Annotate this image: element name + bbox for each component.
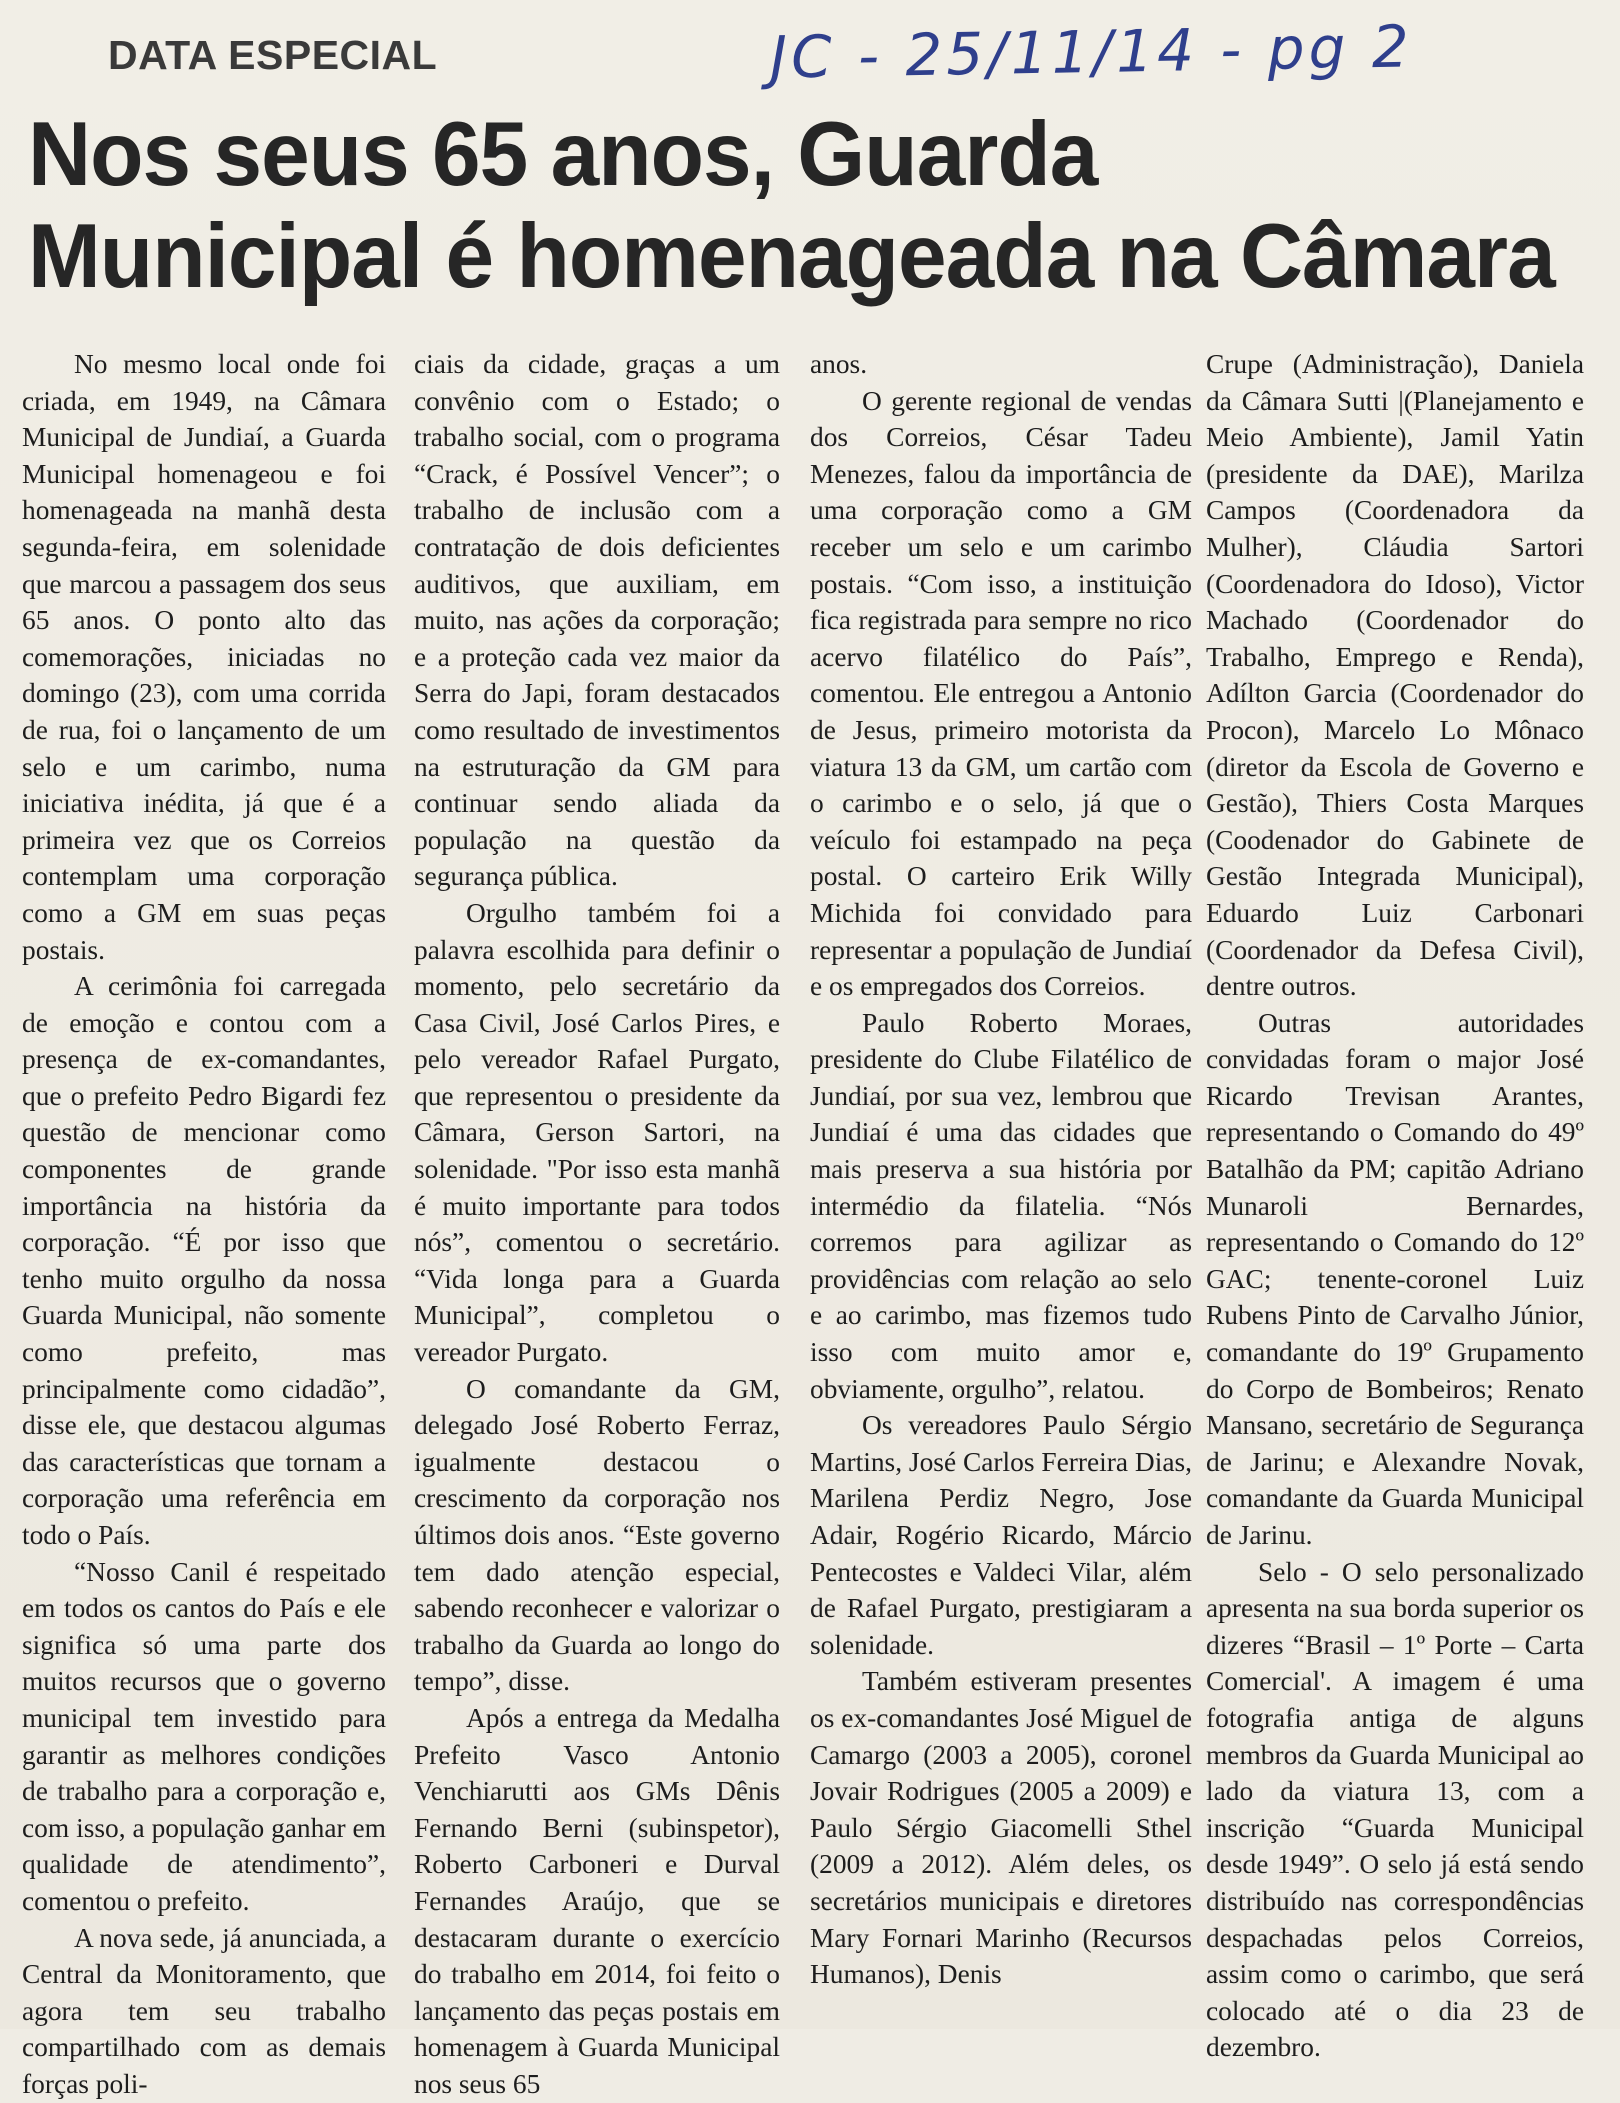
paragraph: No mesmo local onde foi criada, em 1949, na Câmara Municipal de Jundiaí, a Guarda Municipal homenageou e foi homenageada na manhã desta segunda-feira, em solenidade que marcou a passagem dos seus 65 anos. O ponto alto das comemorações, iniciadas no domingo (23), com uma corrida de rua, foi o lançamento de um selo e um carimbo, numa iniciativa inédita, já que é a primeira vez que os Correios contemplam uma corporação como a GM em suas peças postais. — [22, 349, 386, 965]
paragraph: Paulo Roberto Moraes, presidente do Clube Filatélico de Jundiaí, por sua vez, lembrou que Jundiaí é uma das cidades que mais preserva a sua história por intermédio da filatelia. “Nós corremos para agilizar as providências com relação ao selo e ao carimbo, mas fizemos tudo isso com muito amor e, obviamente, orgulho”, relatou. — [810, 1007, 1192, 1404]
paragraph: Após a entrega da Medalha Prefeito Vasco Antonio Venchiarutti aos GMs Dênis Fernando Berni (subinspetor), Roberto Carboneri e Durval Fernandes Araújo, que se destacaram durante o exercício do trabalho em 2014, foi feito o lançamento das peças postais em homenagem à Guarda Municipal nos seus 65 — [414, 1702, 780, 2099]
paragraph: ciais da cidade, graças a um convênio com o Estado; o trabalho social, com o programa “Crack, é Possível Vencer”; o trabalho de inclusão com a contratação de dois deficientes auditivos, que auxiliam, em muito, nas ações da corporação; e a proteção cada vez maior da Serra do Japi, foram destacados como resultado de investimentos na estruturação da GM para continuar sendo aliada da população na questão da segurança pública. — [414, 349, 780, 892]
paragraph: Os vereadores Paulo Sérgio Martins, José Carlos Ferreira Dias, Marilena Perdiz Negro, Jose Adair, Rogério Ricardo, Márcio Pentecostes e Valdeci Vilar, além de Rafael Purgato, prestigiaram a solenidade. — [810, 1410, 1192, 1660]
headline — [28, 104, 1555, 308]
paragraph: “Nosso Canil é respeitado em todos os cantos do País e ele significa só uma parte dos muitos recursos que o governo municipal tem investido para garantir as melhores condições de trabalho para a corporação e, com isso, a população ganhar em qualidade de atendimento”, comentou o prefeito. — [22, 1556, 386, 1916]
article-column-1 — [22, 346, 386, 2103]
paragraph: anos. — [810, 349, 868, 379]
paragraph: Também estiveram presentes os ex-comandantes José Miguel de Camargo (2003 a 2005), coronel Jovair Rodrigues (2005 a 2009) e Paulo Sérgio Giacomelli Sthel (2009 a 2012). Além deles, os secretários municipais e diretores Mary Fornari Marinho (Recursos Humanos), Denis — [810, 1666, 1192, 1990]
handwritten-date-note: JC - 25/11/14 - pg 2 — [769, 12, 1414, 92]
headline-line-2: Municipal é homenageada na Câmara — [28, 206, 1555, 307]
article-body — [18, 346, 1584, 2099]
article-column-2 — [414, 346, 780, 2103]
paragraph: Outras autoridades convidadas foram o major José Ricardo Trevisan Arantes, representando o Comando do 49º Batalhão da PM; capitão Adriano Munaroli Bernardes, representando o Comando do 12º GAC; tenente-coronel Luiz Rubens Pinto de Carvalho Júnior, comandante do 19º Grupamento do Corpo de Bombeiros; Renato Mansano, secretário de Segurança de Jarinu; e Alexandre Novak, comandante da Guarda Municipal de Jarinu. — [1206, 1007, 1584, 1550]
article-column-3 — [810, 346, 1192, 1993]
paragraph: O comandante da GM, delegado José Roberto Ferraz, igualmente destacou o crescimento da corporação nos últimos dois anos. “Este governo tem dado atenção especial, sabendo reconhecer e valorizar o trabalho da Guarda ao longo do tempo”, disse. — [414, 1373, 780, 1697]
article-column-4 — [1206, 346, 1584, 2066]
paragraph: O gerente regional de vendas dos Correios, César Tadeu Menezes, falou da importância de uma corporação como a GM receber um selo e um carimbo postais. “Com isso, a instituição fica registrada para sempre no rico acervo filatélico do País”, comentou. Ele entregou a Antonio de Jesus, primeiro motorista da viatura 13 da GM, um cartão com o carimbo e o selo, já que o veículo foi estampado na peça postal. O carteiro Erik Willy Michida foi convidado para representar a população de Jundiaí e os empregados dos Correios. — [810, 385, 1192, 1002]
headline-line-1: Nos seus 65 anos, Guarda — [28, 104, 1098, 205]
paragraph: A cerimônia foi carregada de emoção e contou com a presença de ex-comandantes, que o prefeito Pedro Bigardi fez questão de mencionar como componentes de grande importância na história da corporação. “É por isso que tenho muito orgulho da nossa Guarda Municipal, não somente como prefeito, mas principalmente como cidadão”, disse ele, que destacou algumas das características que tornam a corporação uma referência em todo o País. — [22, 971, 386, 1550]
paragraph: Selo - O selo personalizado apresenta na sua borda superior os dizeres “Brasil – 1º Porte – Carta Comercial'. A imagem é uma fotografia antiga de alguns membros da Guarda Municipal ao lado da viatura 13, com a inscrição “Guarda Municipal desde 1949”. O selo já está sendo distribuído nas correspondências despachadas pelos Correios, assim como o carimbo, que será colocado até o dia 23 de dezembro. — [1206, 1556, 1584, 2063]
paragraph: A nova sede, já anunciada, a Central da Monitoramento, que agora tem seu trabalho compartilhado com as demais forças poli- — [22, 1922, 386, 2099]
section-label: DATA ESPECIAL — [108, 32, 438, 78]
paragraph: Crupe (Administração), Daniela da Câmara Sutti |(Planejamento e Meio Ambiente), Jamil Yatin (presidente da DAE), Marilza Campos (Coordenadora da Mulher), Cláudia Sartori (Coordenadora do Idoso), Victor Machado (Coordenador do Trabalho, Emprego e Renda), Adílton Garcia (Coordenador do Procon), Marcelo Lo Mônaco (diretor da Escola de Governo e Gestão), Thiers Costa Marques (Coodenador do Gabinete de Gestão Integrada Municipal), Eduardo Luiz Carbonari (Coordenador da Defesa Civil), dentre outros. — [1206, 349, 1584, 1002]
paragraph: Orgulho também foi a palavra escolhida para definir o momento, pelo secretário da Casa Civil, José Carlos Pires, e pelo vereador Rafael Purgato, que representou o presidente da Câmara, Gerson Sartori, na solenidade. "Por isso esta manhã é muito importante para todos nós”, comentou o secretário. “Vida longa para a Guarda Municipal”, completou o vereador Purgato. — [414, 897, 780, 1368]
